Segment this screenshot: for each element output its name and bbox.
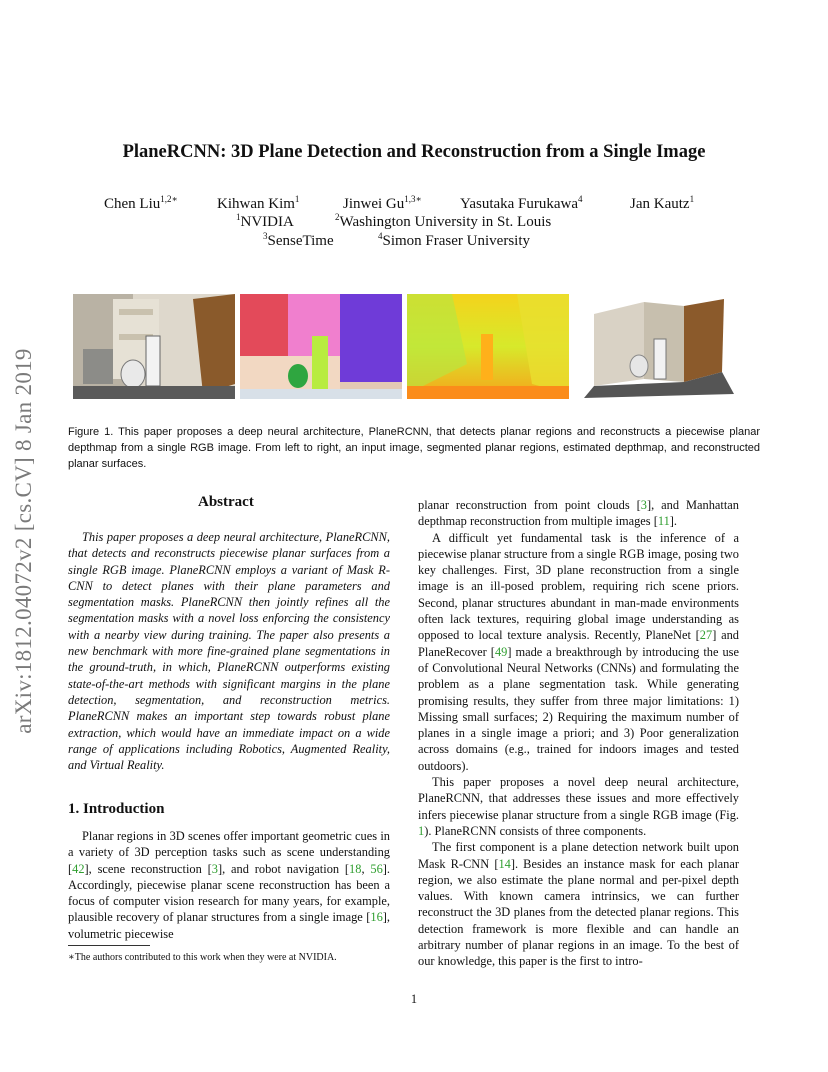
citation-link[interactable]: 16	[370, 910, 383, 925]
author-name: Chen Liu	[104, 196, 161, 212]
author-name: Jan Kautz	[630, 196, 690, 212]
citation-link[interactable]: 42	[72, 861, 85, 876]
author-sup: 1	[689, 194, 695, 204]
arxiv-id-text: arXiv:1812.04072v2 [cs.CV] 8 Jan 2019	[11, 348, 36, 734]
author-sup: 4	[578, 194, 583, 204]
citation-link[interactable]: 56	[370, 861, 383, 876]
author-2	[217, 196, 299, 213]
author-3	[343, 196, 422, 213]
author-1	[104, 196, 178, 213]
author-4	[460, 196, 583, 213]
citation-link[interactable]: 49	[494, 644, 508, 659]
affiliation-2: $^2$Washington University in St. Louis	[335, 212, 552, 230]
citation-link[interactable]: 3	[211, 861, 218, 876]
right-paragraph-2: This paper proposes a novel deep neural architecture, PlaneRCNN, that addresses these issues and more effectively infers piecewise planar structure from a single RGB image (Fig. 1). PlaneRCNN consists of three components.	[418, 775, 739, 838]
author-sup: 1,2∗	[160, 194, 178, 204]
input-image-panel	[73, 294, 235, 399]
citation-link[interactable]: 14	[498, 856, 511, 871]
author-sup: 1,3∗	[404, 194, 422, 204]
citation-link[interactable]: 18	[349, 861, 362, 876]
page-number: 1	[410, 992, 418, 1006]
right-paragraph-1: A difficult yet fundamental task is the inference of a piecewise planar structure from a single RGB image, posing two key challenges. First, 3D plane reconstruction from a single image is an ill-posed problem, requiring rich scene priors. Second, planar structures abundant in man-made environments often lack textures, requiring global image understanding as opposed to local texture analysis. Recently, PlaneNet [27] and PlaneRecover [49] made a breakthrough by introducing the use of Convolutional Neural Networks (CNNs) and formulating the problem as a plane segmentation task. While generating promising results, they suffer from three major limitations: 1) Missing small surfaces; 2) Requiring the maximum number of planes in a single image a priori; and 3) Poor generalization across domains (e.g., trained for indoors images and tested outdoors).	[418, 530, 739, 773]
abstract-text: This paper proposes a deep neural architecture, PlaneRCNN, that detects and reconstructs piecewise planar surfaces from a single RGB image. PlaneRCNN employs a variant of Mask R-CNN to detect planes with their plane parameters and segmentation masks. PlaneRCNN then jointly refines all the segmentation masks with a novel loss enforcing the consistency with a nearby view during training. The paper also presents a new benchmark with more fine-grained plane segmentations in the ground-truth, in which, PlaneRCNN outperforms existing state-of-the-art methods with significant margins in the plane detection, segmentation, and reconstruction metrics. PlaneRCNN makes an important step towards robust plane extraction, which would have an immediate impact on a wide range of applications including Robotics, Augmented Reality, and Virtual Reality.	[68, 530, 390, 773]
citation-link[interactable]: 11	[657, 514, 670, 529]
author-name: Yasutaka Furukawa	[460, 196, 579, 212]
author-sup: 1	[294, 194, 300, 204]
reconstruction-panel	[574, 294, 736, 399]
footnote-rule	[68, 945, 150, 946]
figure-caption: Figure 1. This paper proposes a deep neural architecture, PlaneRCNN, that detects planar regions and reconstructs a piecewise planar depthmap from a single RGB image. From left to right, an input image, segmented planar regions, estimated depthmap, and reconstructed planar surfaces.	[68, 426, 760, 470]
right-column-body	[418, 497, 739, 970]
footnote: ∗The authors contributed to this work when they were at NVIDIA.	[68, 952, 337, 963]
author-5	[630, 196, 694, 213]
depthmap-panel	[407, 294, 569, 399]
affiliation-3: $^3$SenseTime	[263, 231, 334, 249]
paper-title: PlaneRCNN: 3D Plane Detection and Reconstruction from a Single Image	[122, 142, 706, 162]
author-name: Kihwan Kim	[217, 196, 295, 212]
introduction-heading: 1. Introduction	[68, 801, 165, 817]
intro-paragraph-1: Planar regions in 3D scenes offer important geometric cues in a variety of 3D perception tasks such as scene understanding [42], scene reconstruction [3], and robot navigation [18, 56]. Accordingly, piecewise planar scene reconstruction has been a focus of computer vision research for many years, for example, plausible recovery of planar structures from a single image [16], volumetric piecewise	[68, 829, 390, 941]
abstract-body	[68, 529, 390, 773]
citation-link[interactable]: 3	[640, 498, 647, 512]
right-paragraph-0: planar reconstruction from point clouds [3], and Manhattan depthmap reconstruction from multiple images [11].	[418, 498, 740, 529]
right-paragraph-3: The first component is a plane detection network built upon Mask R-CNN [14]. Besides an instance mask for each planar region, we also estimate the plane normal and per-pixel depth values. With known camera intrinsics, we can further reconstruct the 3D planes from the detected planar regions. This detection framework is more flexible and can handle an arbitrary number of planar regions in an image. To the best of our knowledge, this paper is the first to intro-	[418, 840, 739, 969]
introduction-body	[68, 828, 390, 942]
affiliation-1: $^1$NVIDIA	[236, 212, 294, 230]
abstract-heading: Abstract	[198, 494, 254, 510]
segmented-planes-panel	[240, 294, 402, 399]
figure-reference-link[interactable]: 1	[418, 823, 425, 838]
arxiv-side-label	[4, 296, 44, 786]
affiliation-4: $^4$Simon Fraser University	[378, 231, 530, 249]
author-name: Jinwei Gu	[343, 196, 405, 212]
citation-link[interactable]: 27	[699, 628, 713, 643]
